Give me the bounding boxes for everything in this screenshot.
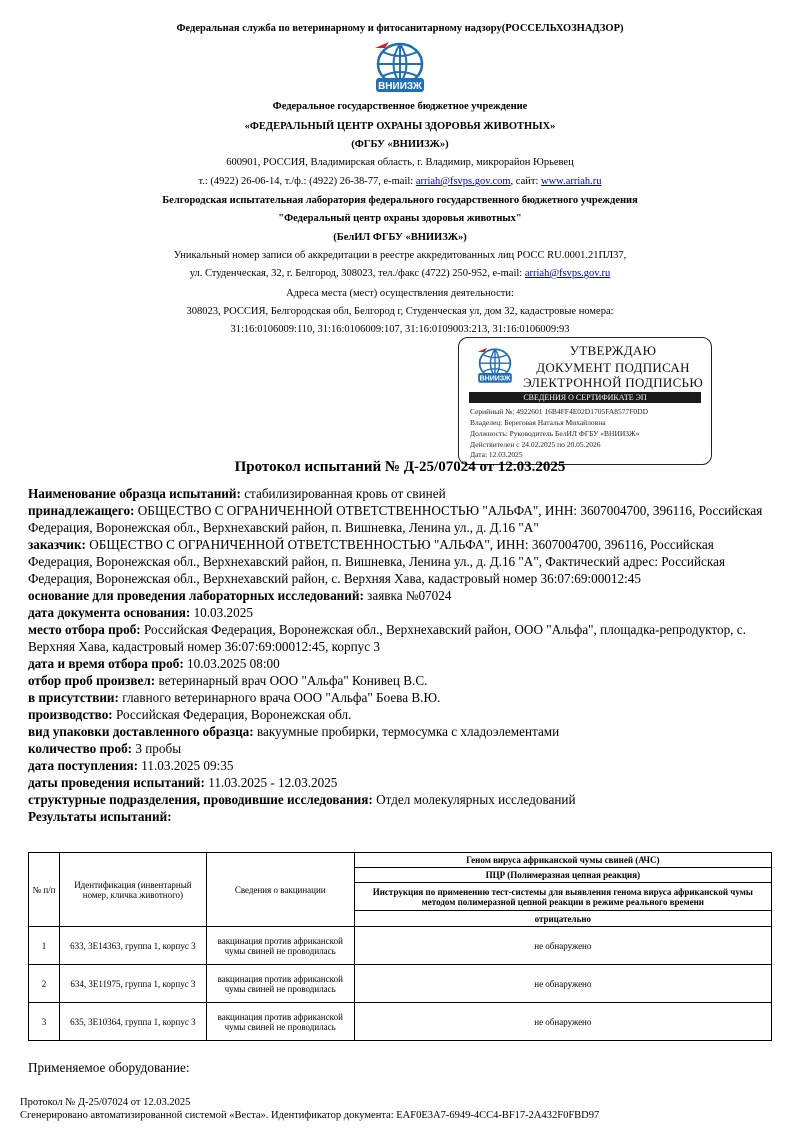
activity-place-2: 31:16:0106009:110, 31:16:0106009:107, 31:16:0109003:213, 31:16:0106009:93 xyxy=(230,324,570,335)
field-value: 10.03.2025 xyxy=(190,605,253,620)
table-row xyxy=(29,927,772,965)
field-label: дата и время отбора проб: xyxy=(28,656,184,671)
institution-name: «ФЕДЕРАЛЬНЫЙ ЦЕНТР ОХРАНЫ ЗДОРОВЬЯ ЖИВОТНЫХ» xyxy=(244,121,556,132)
cell-id: 635, 3E10364, группа 1, корпус 3 xyxy=(59,1003,206,1041)
field-basis-date xyxy=(28,604,778,621)
field-label: в присутствии: xyxy=(28,690,119,705)
field-value: ОБЩЕСТВО С ОГРАНИЧЕННОЙ ОТВЕТСТВЕННОСТЬЮ "АЛЬФА", ИНН: 3607004700, 396116, Российская Федерация, Воронежская обл., Верхнехавский район, п. Вишневка, Ленина ул., д. Д.16 "А" xyxy=(28,503,763,535)
field-packaging xyxy=(28,723,778,740)
protocol-title: Протокол испытаний № Д-25/07024 от 12.03.2025 xyxy=(234,459,566,475)
cell-num: 3 xyxy=(29,1003,60,1041)
institution-short: (ФГБУ «ВНИИЗЖ») xyxy=(351,139,449,150)
col-vacc-header: Сведения о вакцинации xyxy=(206,853,354,927)
field-label: Наименование образца испытаний: xyxy=(28,486,241,501)
field-label: основание для проведения лабораторных исследований: xyxy=(28,588,364,603)
table-row xyxy=(29,965,772,1003)
field-production xyxy=(28,706,778,723)
stamp-date: Дата: 12.03.2025 xyxy=(470,450,523,459)
field-received-date xyxy=(28,757,778,774)
cell-num: 2 xyxy=(29,965,60,1003)
field-value: 11.03.2025 09:35 xyxy=(137,758,234,773)
stamp-owner: Владелец: Береговая Наталья Михайловна xyxy=(470,418,606,427)
stamp-serial: Серийный №: 4922601 16B4FF4E02D1705FA8577F0DD xyxy=(470,407,649,416)
site-prefix: , сайт: xyxy=(510,176,541,187)
field-value: 3 пробы xyxy=(132,741,182,756)
field-sampling-datetime xyxy=(28,655,778,672)
lab-address: ул. Студенческая, 32, г. Белгород, 308023, тел./факс (4722) 250-952, e-mail: xyxy=(189,268,525,279)
cell-result: не обнаружено xyxy=(354,965,771,1003)
field-value: главного ветеринарного врача ООО "Альфа" Боева В.Ю. xyxy=(118,690,441,705)
header-norm: отрицательно xyxy=(354,911,771,927)
field-label: количество проб: xyxy=(28,741,133,756)
field-sampled-by xyxy=(28,672,778,689)
field-value: заявка №07024 xyxy=(363,588,452,603)
activity-places-label: Адреса места (мест) осуществления деятельности: xyxy=(286,288,514,299)
col-num-header: № п/п xyxy=(29,853,60,927)
field-label: даты проведения испытаний: xyxy=(28,775,205,790)
table-row xyxy=(29,1003,772,1041)
cell-vacc: вакцинация против африканской чумы свиней не проводилась xyxy=(206,965,354,1003)
header-target: Геном вируса африканской чумы свиней (АЧС) xyxy=(354,853,771,868)
cell-result: не обнаружено xyxy=(354,1003,771,1041)
institution-address: 600901, РОССИЯ, Владимирская область, г. Владимир, микрорайон Юрьевец xyxy=(226,157,574,168)
lab-short: (БелИЛ ФГБУ «ВНИИЗЖ») xyxy=(333,232,467,243)
page-footer xyxy=(20,1096,599,1122)
cell-result: не обнаружено xyxy=(354,927,771,965)
field-in-presence xyxy=(28,689,778,706)
lab-line-2: "Федеральный центр охраны здоровья животных" xyxy=(278,213,522,224)
field-sample-count xyxy=(28,740,778,757)
cell-num: 1 xyxy=(29,927,60,965)
e-signature-stamp xyxy=(458,337,712,465)
field-customer xyxy=(28,536,778,587)
lab-address-line xyxy=(0,268,800,279)
equipment-label: Применяемое оборудование: xyxy=(28,1060,190,1075)
field-label: заказчик: xyxy=(28,537,86,552)
field-sample-name xyxy=(28,485,778,502)
logo-text: ВНИИЗЖ xyxy=(378,81,422,92)
field-label: вид упаковки доставленного образца: xyxy=(28,724,254,739)
accreditation: Уникальный номер записи об аккредитации в реестре аккредитованных лиц РОСС RU.0001.21ПЛ37, xyxy=(173,250,627,261)
agency-title: Федеральная служба по ветеринарному и фитосанитарному надзору(РОССЕЛЬХОЗНАДЗОР) xyxy=(176,23,624,34)
field-value: стабилизированная кровь от свиней xyxy=(240,486,446,501)
field-value: ветеринарный врач ООО "Альфа" Конивец В.С. xyxy=(155,673,428,688)
cell-id: 634, 3E11975, группа 1, корпус 3 xyxy=(59,965,206,1003)
contacts-prefix: т.: (4922) 26-06-14, т./ф.: (4922) 26-38-77, e-mail: xyxy=(198,176,416,187)
email-link[interactable]: arriah@fsvps.gov.com xyxy=(415,176,511,187)
field-label: принадлежащего: xyxy=(28,503,135,518)
field-value: Российская Федерация, Воронежская обл., Верхнехавский район, ООО "Альфа", площадка-репродуктор, с. Верхняя Хава, кадастровый номер 36:07:69:00012:45, корпус 3 xyxy=(28,622,746,654)
field-value: 11.03.2025 - 12.03.2025 xyxy=(204,775,338,790)
field-value: Отдел молекулярных исследований xyxy=(372,792,576,807)
field-label: дата документа основания: xyxy=(28,605,191,620)
cell-vacc: вакцинация против африканской чумы свиней не проводилась xyxy=(206,1003,354,1041)
stamp-cert-bar: СВЕДЕНИЯ О СЕРТИФИКАТЕ ЭП xyxy=(469,392,701,403)
field-test-dates xyxy=(28,774,778,791)
stamp-approve: УТВЕРЖДАЮ xyxy=(569,343,657,358)
cell-vacc: вакцинация против африканской чумы свиней не проводилась xyxy=(206,927,354,965)
field-value: Российская Федерация, Воронежская обл. xyxy=(112,707,352,722)
stamp-electronic: ЭЛЕКТРОННОЙ ПОДПИСЬЮ xyxy=(523,375,703,390)
stamp-valid: Действителен с 24.02.2025 по 20.05.2026 xyxy=(470,440,601,449)
field-label: производство: xyxy=(28,707,113,722)
vniizzh-logo xyxy=(369,38,431,98)
protocol-fields xyxy=(28,485,778,825)
activity-place-1: 308023, РОССИЯ, Белгородская обл, Белгород г, Студенческая ул, дом 32, кадастровые номера: xyxy=(186,306,614,317)
field-basis xyxy=(28,587,778,604)
field-value: вакуумные пробирки, термосумка с хладоэлементами xyxy=(253,724,560,739)
col-id-header: Идентификация (инвентарный номер, кличка животного) xyxy=(59,853,206,927)
footer-protocol: Протокол № Д-25/07024 от 12.03.2025 xyxy=(20,1097,191,1108)
field-sampling-place xyxy=(28,621,778,655)
header-method: ПЦР (Полимеразная цепная реакция) xyxy=(354,868,771,883)
stamp-logo xyxy=(473,345,517,387)
results-table xyxy=(28,852,772,1041)
lab-email-link[interactable]: arriah@fsvps.gov.ru xyxy=(524,268,611,279)
field-value: ОБЩЕСТВО С ОГРАНИЧЕННОЙ ОТВЕТСТВЕННОСТЬЮ "АЛЬФА", ИНН: 3607004700, 396116, Российская Федерация, Воронежская обл., Верхнехавский район, п. Вишневка, Ленина ул., д. Д.16 "А", Фактический адрес: Российская Федерация, Воронежская обл., Верхнехавский район, с. Верхняя Хава, кадастровый номер 36:07:69:00012:45 xyxy=(28,537,726,586)
contacts-line xyxy=(0,176,800,187)
field-owner xyxy=(28,502,778,536)
table-header-row xyxy=(29,853,772,868)
field-label: отбор проб произвел: xyxy=(28,673,156,688)
stamp-position: Должность: Руководитель БелИЛ ФГБУ «ВНИИЗЖ» xyxy=(470,429,640,438)
cell-id: 633, 3E14363, группа 1, корпус 3 xyxy=(59,927,206,965)
institution-type: Федеральное государственное бюджетное учреждение xyxy=(272,101,528,112)
header-instruction: Инструкция по применению тест-системы для выявления генома вируса африканской чумы методом полимеразной цепной реакции в режиме реального времени xyxy=(354,883,771,911)
field-results-heading xyxy=(28,808,778,825)
site-link[interactable]: www.arriah.ru xyxy=(541,176,602,187)
field-label: Результаты испытаний: xyxy=(28,809,172,824)
footer-generated: Сгенерировано автоматизированной системой «Веста». Идентификатор документа: EAF0E3A7-6949-4CC4-BF17-2A432F0FBD97 xyxy=(20,1110,600,1121)
field-value: 10.03.2025 08:00 xyxy=(183,656,280,671)
lab-line-1: Белгородская испытательная лаборатория федерального государственного бюджетного учреждения xyxy=(162,195,638,206)
stamp-logo-text: ВНИИЗЖ xyxy=(479,375,511,383)
field-label: место отбора проб: xyxy=(28,622,141,637)
field-label: дата поступления: xyxy=(28,758,138,773)
stamp-signed: ДОКУМЕНТ ПОДПИСАН xyxy=(536,360,690,375)
field-departments xyxy=(28,791,778,808)
field-label: структурные подразделения, проводившие исследования: xyxy=(28,792,373,807)
